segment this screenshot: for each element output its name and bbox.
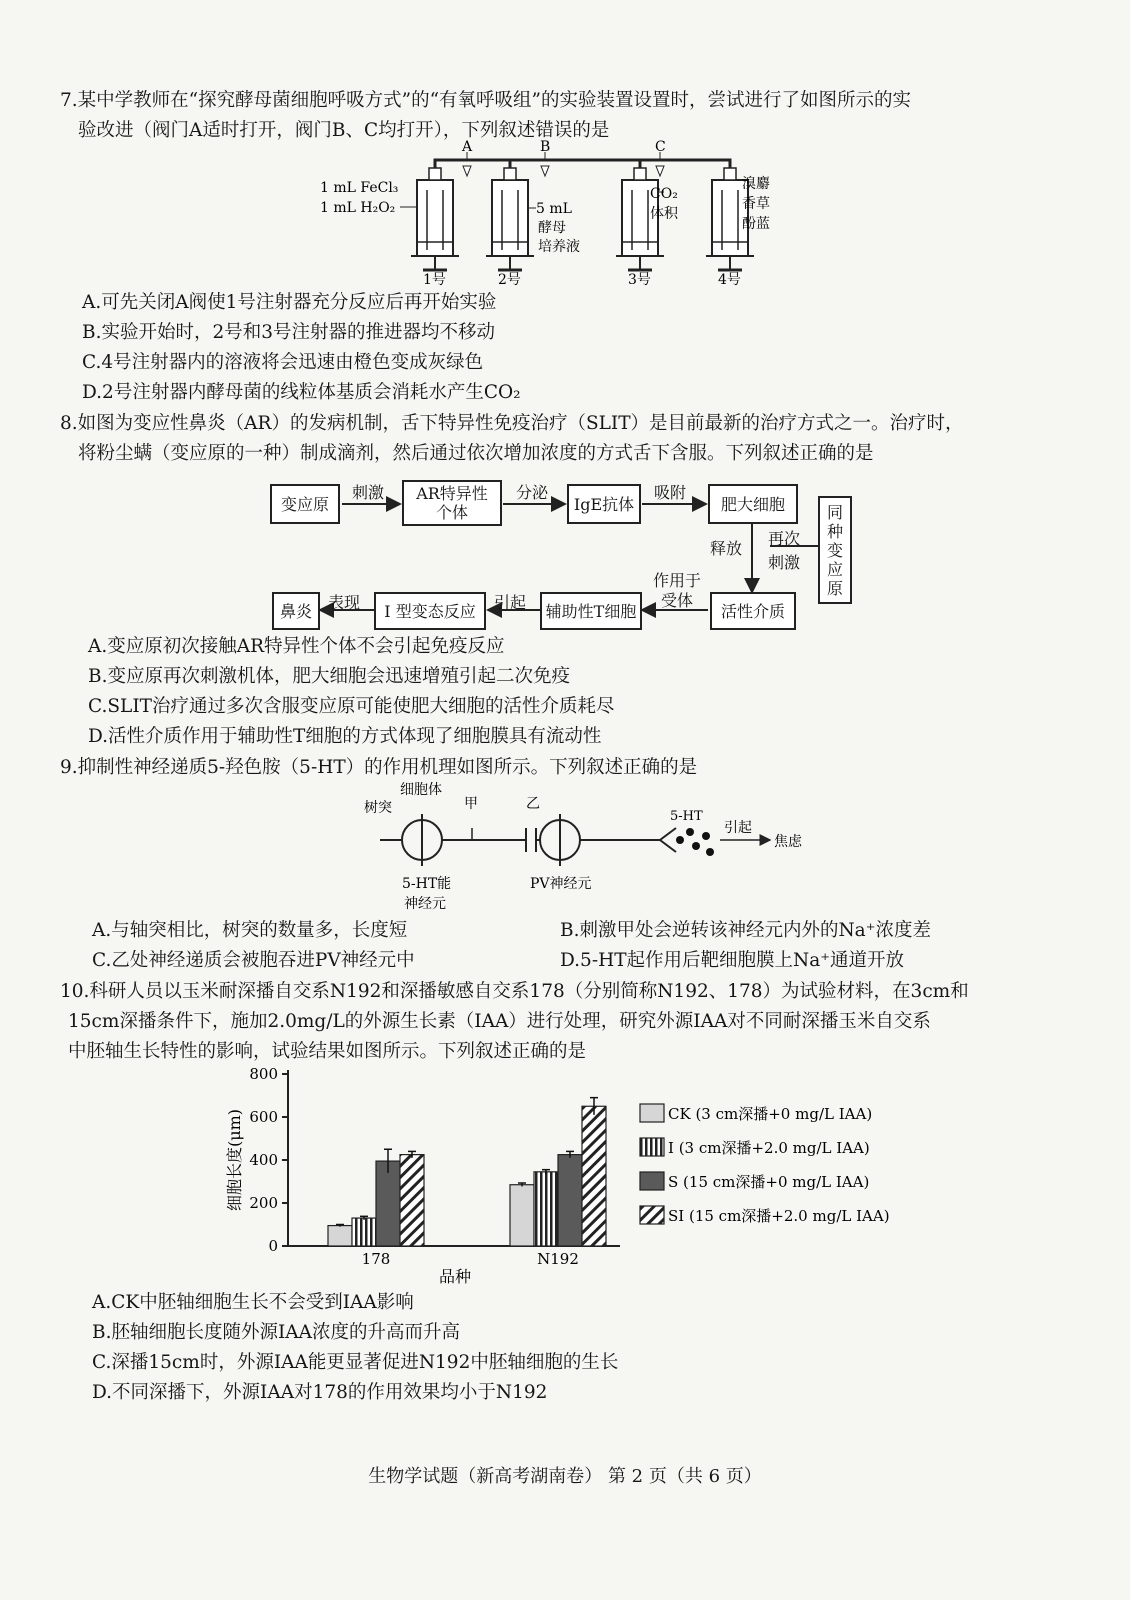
q7-option-a: A.可先关闭A阀使1号注射器充分反应后再开始实验	[82, 292, 497, 313]
label-dendrite: 树突	[364, 800, 392, 816]
y-axis-label: 细胞长度(μm)	[225, 1108, 244, 1212]
syringe-4-number: 4号	[718, 272, 741, 288]
label-jia: 甲	[464, 796, 478, 812]
label-anxiety: 焦虑	[774, 834, 802, 850]
q7-option-d: D.2号注射器内酵母菌的线粒体基质会消耗水产生CO₂	[82, 382, 521, 403]
q7-apparatus-diagram	[300, 140, 800, 290]
valve-c	[656, 152, 664, 176]
label-secrete: 分泌	[516, 483, 549, 502]
label-act-on-1: 作用于	[653, 571, 702, 590]
y-tick-label: 800	[249, 1065, 278, 1083]
q8-option-c: C.SLIT治疗通过多次含服变应原可能使肥大细胞的活性介质耗尽	[88, 696, 615, 717]
label-yi: 乙	[526, 796, 540, 812]
x-tick-label: 178	[361, 1250, 391, 1268]
q9-option-a: A.与轴突相比，树突的数量多，长度短	[92, 920, 408, 941]
legend-label: S (15 cm深播+0 mg/L IAA)	[668, 1173, 870, 1191]
label-5ht-neuron-2: 神经元	[404, 896, 446, 912]
syringe-2-label-2: 酵母	[538, 220, 566, 236]
q9-option-d: D.5-HT起作用后靶细胞膜上Na⁺通道开放	[560, 950, 905, 971]
y-tick-label: 400	[249, 1151, 278, 1169]
q8-flowchart	[270, 474, 870, 634]
label-adsorb: 吸附	[654, 483, 687, 502]
label-cause: 引起	[494, 593, 527, 612]
q10-option-c: C.深播15cm时，外源IAA能更显著促进N192中胚轴细胞的生长	[92, 1352, 619, 1373]
same-allergen-box: 同种变应原	[818, 496, 852, 604]
ar-individual-line2: 个体	[435, 503, 468, 522]
syringe-1-label-2: 1 mL H₂O₂	[320, 200, 396, 216]
ar-individual-line1: AR特异性	[416, 484, 488, 503]
q7-option-c: C.4号注射器内的溶液将会迅速由橙色变成灰绿色	[82, 352, 484, 373]
syringe-1	[411, 168, 459, 270]
page-footer: 生物学试题（新高考湖南卷） 第 2 页（共 6 页）	[368, 1466, 762, 1487]
q10-option-b: B.胚轴细胞长度随外源IAA浓度的升高而升高	[92, 1322, 461, 1343]
syringe-4-label-1: 溴麝	[742, 176, 770, 192]
syringe-2-label-1: 5 mL	[536, 201, 572, 217]
rhinitis-box: 鼻炎	[272, 592, 320, 630]
label-restimulate-1: 再次	[768, 529, 801, 548]
q8-stem-line2: 将粉尘螨（变应原的一种）制成滴剂，然后通过依次增加浓度的方式舌下含服。下列叙述正确的是	[78, 443, 874, 464]
label-soma: 细胞体	[400, 782, 442, 798]
syringe-1-label-1: 1 mL FeCl₃	[320, 180, 399, 196]
valve-b	[541, 152, 549, 176]
label-pv-neuron: PV神经元	[530, 876, 592, 892]
valve-b-label: B	[540, 140, 551, 155]
q10-stem-line2: 15cm深播条件下，施加2.0mg/L的外源生长素（IAA）进行处理，研究外源IAA对不同耐深播玉米自交系	[68, 1011, 931, 1032]
syringe-4-label-3: 酚蓝	[742, 216, 770, 232]
ige-box: IgE抗体	[567, 484, 641, 524]
q7-stem-line2: 验改进（阀门A适时打开，阀门B、C均打开），下列叙述错误的是	[78, 120, 610, 141]
y-tick-label: 200	[249, 1194, 278, 1212]
y-tick-label: 0	[268, 1237, 278, 1255]
syringe-3-label-1: CO₂	[650, 186, 678, 202]
th-cell-box: 辅助性T细胞	[540, 592, 642, 630]
q10-option-d: D.不同深播下，外源IAA对178的作用效果均小于N192	[92, 1382, 548, 1403]
ar-individual-box	[402, 480, 502, 526]
q9-option-c: C.乙处神经递质会被胞吞进PV神经元中	[92, 950, 415, 971]
valve-a-label: A	[462, 140, 473, 155]
label-5ht: 5-HT	[670, 809, 703, 824]
q8-option-a: A.变应原初次接触AR特异性个体不会引起免疫反应	[88, 636, 505, 657]
syringe-2-number: 2号	[498, 272, 521, 288]
label-stimulate: 刺激	[352, 483, 385, 502]
q10-option-a: A.CK中胚轴细胞生长不会受到IAA影响	[92, 1292, 414, 1313]
legend-swatch	[640, 1172, 664, 1190]
label-cause-anxiety: 引起	[724, 820, 752, 836]
label-5ht-neuron-1: 5-HT能	[402, 876, 452, 892]
q9-stem: 9.抑制性神经递质5-羟色胺（5-HT）的作用机理如图所示。下列叙述正确的是	[60, 757, 698, 778]
syringe-1-number: 1号	[423, 272, 446, 288]
allergen-box: 变应原	[270, 484, 340, 524]
bar	[352, 1218, 376, 1246]
valve-a	[463, 152, 471, 176]
syringe-2	[486, 168, 534, 270]
label-restimulate-2: 刺激	[768, 553, 801, 572]
bar	[328, 1226, 352, 1246]
bar	[376, 1161, 400, 1246]
q10-bar-chart	[210, 1060, 930, 1290]
label-show: 表现	[328, 593, 361, 612]
q10-stem-line1: 10.科研人员以玉米耐深播自交系N192和深播敏感自交系178（分别简称N192、178）为试验材料，在3cm和	[60, 981, 969, 1002]
syringe-2-label-3: 培养液	[538, 239, 580, 255]
bar	[510, 1185, 534, 1246]
bar	[534, 1172, 558, 1246]
valve-c-label: C	[655, 140, 666, 155]
x-tick-label: N192	[537, 1250, 579, 1268]
q10-stem-line3: 中胚轴生长特性的影响，试验结果如图所示。下列叙述正确的是	[68, 1041, 587, 1062]
y-tick-label: 600	[249, 1108, 278, 1126]
mast-cell-box: 肥大细胞	[708, 484, 798, 524]
q7-stem-line1: 7.某中学教师在“探究酵母菌细胞呼吸方式”的“有氧呼吸组”的实验装置设置时，尝试进行了如图所示的实	[60, 90, 911, 111]
q8-option-b: B.变应原再次刺激机体，肥大细胞会迅速增殖引起二次免疫	[88, 666, 570, 687]
legend-swatch	[640, 1206, 664, 1224]
bar	[582, 1106, 606, 1246]
bar	[400, 1155, 424, 1246]
x-axis-label: 品种	[438, 1267, 472, 1286]
legend-label: CK (3 cm深播+0 mg/L IAA)	[668, 1105, 873, 1123]
q8-option-d: D.活性介质作用于辅助性T细胞的方式体现了细胞膜具有流动性	[88, 726, 602, 747]
type1-reaction-box: I 型变态反应	[374, 592, 486, 630]
syringe-3-number: 3号	[628, 272, 651, 288]
q9-option-b: B.刺激甲处会逆转该神经元内外的Na⁺浓度差	[560, 920, 931, 941]
bar	[558, 1155, 582, 1246]
mediator-box: 活性介质	[710, 592, 796, 630]
q7-option-b: B.实验开始时，2号和3号注射器的推进器均不移动	[82, 322, 496, 343]
q8-stem-line1: 8.如图为变应性鼻炎（AR）的发病机制，舌下特异性免疫治疗（SLIT）是目前最新的治疗方式之一。治疗时，	[60, 413, 964, 434]
legend-label: SI (15 cm深播+2.0 mg/L IAA)	[668, 1207, 890, 1225]
legend-label: I (3 cm深播+2.0 mg/L IAA)	[668, 1139, 870, 1157]
legend-swatch	[640, 1138, 664, 1156]
label-act-on-2: 受体	[661, 591, 694, 610]
syringe-4-label-2: 香草	[742, 196, 770, 212]
syringe-3-label-2: 体积	[650, 206, 678, 222]
label-release: 释放	[710, 539, 743, 558]
legend-swatch	[640, 1104, 664, 1122]
q9-neuron-diagram	[350, 780, 830, 920]
